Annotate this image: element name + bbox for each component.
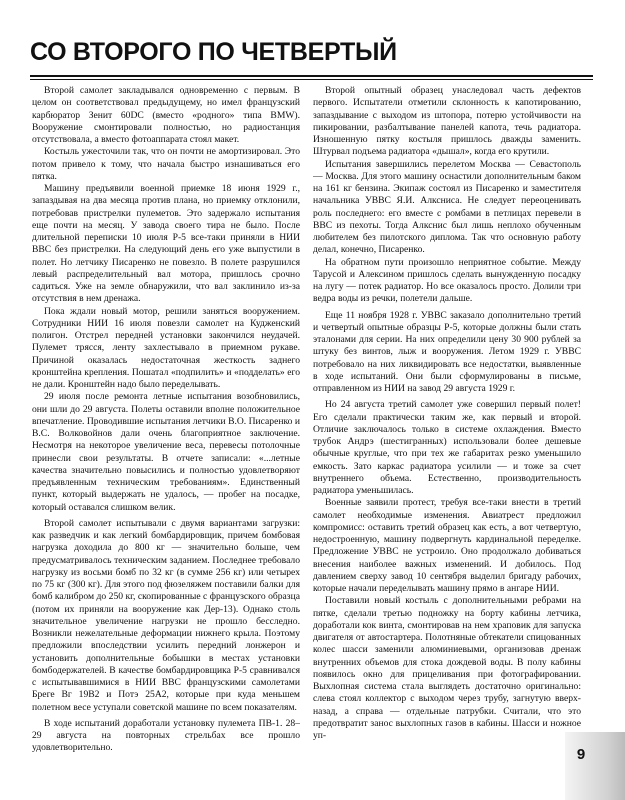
page-number-tab <box>565 732 625 800</box>
paragraph: Испытания завершились перелетом Москва — Севастополь — Москва. Для этого машину оснастили дополнительным баком на 161 кг бензина. Экипаж состоял из Писаренко и заместителя начальника УВВС Я.И. Алксниса. Не следует переоценивать роль последнего: его вместе с ромбами в петлицах перевели в ВВС из пехоты. Тогда Алкснис был лишь неплохо обученным любителем без пилотского диплома. Так что основную работу делал, конечно, Писаренко. <box>313 158 581 256</box>
paragraph: Второй опытный образец унаследовал часть дефектов первого. Испытатели отметили склонность к капотированию, запаздывание с выходом из штопора, потерю устойчивости на пикировании, разбалтывание панелей капота, течь радиатора. Изношенную пятку костыля пришлось дважды заменить. Штурвал подъема радиатора «дышал», когда его крутили. <box>313 85 581 158</box>
paragraph: Еще 11 ноября 1928 г. УВВС заказало дополнительно третий и четвертый опытные образцы Р-5, которые должны были стать эталонами для серии. На них определили цену 30 900 рублей за штуку без винтов, лыж и вооружения. Летом 1929 г. УВВС потребовало на них ликвидировать все недостатки, выявленные в ходе испытаний. Они были сформулированы в письме, отправленном из НИИ на завод 29 августа 1929 г. <box>313 309 581 394</box>
page-title: СО ВТОРОГО ПО ЧЕТВЕРТЫЙ <box>30 38 397 66</box>
paragraph: Костыль ужесточили так, что он почти не амортизировал. Это потом привело к тому, что начала быстро изнашиваться его пятка. <box>32 146 300 182</box>
paragraph: Второй самолет закладывался одновременно с первым. В целом он соответствовал предыдущему, но имел французский карбюратор Зенит 60DC (вместо «родного» типа BMW). Вооружение смонтировали полностью, но радиостанция отсутствовала, а вместо фотоаппарата стоял макет. <box>32 85 300 145</box>
right-column <box>313 85 581 775</box>
title-rule <box>30 75 593 77</box>
paragraph: Машину предъявили военной приемке 18 июня 1929 г., запаздывая на два месяца против плана, но приемку отклонили, потребовав пристрелки пулеметов. Это задержало испытания еще почти на месяц. У завода своего тира не было. После длительной переписки 10 июля Р-5 все-таки приняли в НИИ ВВС без пристрелки. На следующий день его уже выпустили в полет. Но летчику Писаренко не повезло. В полете разрушился левый распределительный вал мотора, пришлось срочно садиться. Уже на земле обнаружили, что вал заклинило из-за отсутствия в нем дренажа. <box>32 183 300 305</box>
paragraph: В ходе испытаний доработали установку пулемета ПВ-1. 28–29 августа на повторных стрельбах все прошло удовлетворительно. <box>32 717 300 754</box>
paragraph: Но 24 августа третий самолет уже совершил первый полет! Его сделали практически таким же, как первый и второй. Отличие заключалось только в системе охлаждения. Вместо трубок Андрэ (шестигранных) использовали более дешевые обычные круглые, что при тех же габаритах резко уменьшило емкость. Зато каркас радиатора усилили — и тоже за счет внутреннего объема. Естественно, производительность радиатора уменьшилась. <box>313 399 581 496</box>
paragraph: Военные заявили протест, требуя все-таки внести в третий самолет необходимые изменения. Авиатрест предложил компромисс: оставить третий образец как есть, а вот четвертую, недостроенную, машину подвергнуть кардинальной переделке. Предложение УВВС не устроило. Оно продолжало добиваться внесения наиболее важных изменений. И добилось. Под давлением сверху завод 10 сентября выделил бригаду рабочих, которые начали переделывать машину прямо в ангаре НИИ. <box>313 497 581 594</box>
paragraph: Пока ждали новый мотор, решили заняться вооружением. Сотрудники НИИ 16 июля повезли самолет на Кудженский полигон. Отстрел передней установки закончился неудачей. Пулемет трясся, ленту захлестывало в приемном рукаве. Причиной оказалась недостаточная жесткость заднего кронштейна крепления. Пошатал «подпилить» и «подделать» его не дали. Кронштейн надо было переделывать. <box>32 305 300 390</box>
paragraph: На обратном пути произошло неприятное событие. Между Тарусой и Алексином пришлось сделать вынужденную посадку на лугу — потек радиатор. Но все оказалось просто. Долили три ведра воды из речки, полетели дальше. <box>313 256 581 305</box>
paragraph: Поставили новый костыль с дополнительными ребрами на пятке, сделали третью подножку на борту кабины летчика, доработали кок винта, смонтировав на нем храповик для запуска двигателя от автостартера. Полотняные обтекатели спицованных колес шасси заменили алюминиевыми, организовав дренаж внутренних объемов для стока дождевой воды. В полу кабины появилось окно для прицеливания при фотографировании. Выхлопная система стала выглядеть достаточно оригинально: слева стоял коллектор с выходом через трубу, загнутую вверх-назад, а справа — отдельные патрубки. Считали, что это предотвратит занос выхлопных газов в кабины. Шасси и ножное уп- <box>313 595 581 741</box>
page-number: 9 <box>576 746 586 763</box>
left-column <box>32 85 300 775</box>
paragraph: 29 июля после ремонта летные испытания возобновились, они шли до 29 августа. Полеты оставили вполне положительное впечатление. Проводившие испытания летчики В.О. Писаренко и В.С. Волковойнов дали очень благоприятное заключение. Несмотря на некоторое увеличение веса, перевесы потолочные принесли свои результаты. В отчете записали: «...летные качества значительно повысились и полностью удовлетворяют предъявленным техническим требованиям». Единственный пункт, который выдержать не удалось, — пробег на посадке, который оставался слишком велик. <box>32 391 300 513</box>
title-rule-thin <box>30 79 593 80</box>
paragraph: Второй самолет испытывали с двумя вариантами загрузки: как разведчик и как легкий бомбардировщик, причем бомбовая нагрузка доходила до 800 кг — значительно больше, чем предусматривалось техническим заданием. Последнее требовало нагрузку из восьми бомб по 32 кг (в сумме 256 кг) или четырех по 75 кг (300 кг). Для этого под фюзеляжем поставили балки для бомб калибром до 250 кг, скопированные с французского образца (потом их приняли на вооружение как Дер-13). Однако столь значительное увеличение нагрузки не прошло бесследно. Возникли нежелательные деформации нижнего крыла. Поэтому предложили впоследствии усилить передний лонжерон и установить дополнительные бобышки в местах установки бомбодержателей. В качестве бомбардировщика Р-5 сравнивался с испытывавшимися в НИИ ВВС французскими самолетами Бреге Вг 19В2 и Потэ 25А2, которые при куда меньшем полетном весе уступали советской машине по всем показателям. <box>32 517 300 713</box>
